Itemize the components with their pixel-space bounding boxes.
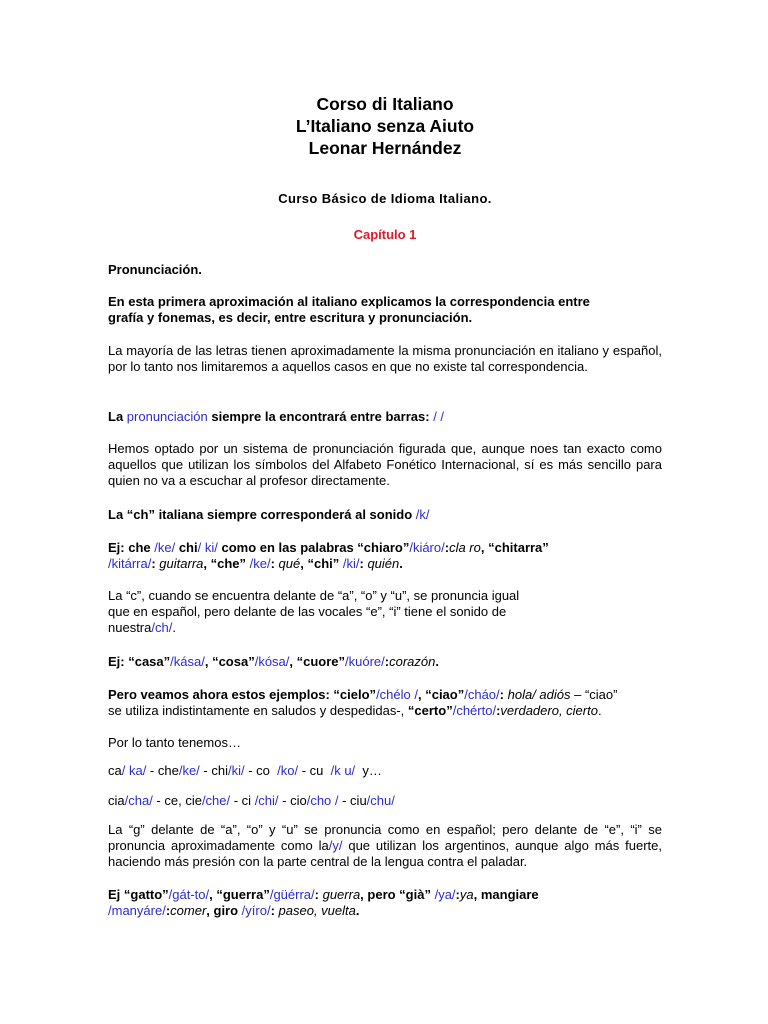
text-segment: - ci xyxy=(230,793,255,808)
text-segment: siempre la encontrará entre barras: xyxy=(207,409,434,424)
translation: quién xyxy=(367,556,400,571)
chapter-heading: Capítulo 1 xyxy=(353,227,417,242)
phonetic: /che/ xyxy=(201,793,231,808)
translation: corazón xyxy=(389,654,436,669)
doc-title-author: Leonar Hernández xyxy=(308,138,462,158)
phonetic: / ka/ xyxy=(121,763,147,778)
translation: guerra xyxy=(322,887,361,902)
example-c-line xyxy=(108,654,662,670)
text-segment: , “ciao” xyxy=(417,687,465,702)
link-pronunciacion[interactable]: pronunciación xyxy=(126,409,208,424)
g-rule-paragraph xyxy=(108,822,662,870)
text-segment: : xyxy=(270,556,279,571)
text-segment: , “che” xyxy=(203,556,250,571)
phonetic: /ke/ xyxy=(249,556,271,571)
phonetic: /ya/ xyxy=(434,887,456,902)
phonetic: /y/ xyxy=(328,838,343,853)
text-segment: : xyxy=(314,887,323,902)
text-segment: - chi xyxy=(199,763,228,778)
text-segment: cia xyxy=(108,793,125,808)
translation: verdadero, cierto xyxy=(500,703,598,718)
translation: comer xyxy=(170,903,207,918)
intro-line-1: En esta primera aproximación al italiano explicamos la correspondencia entre xyxy=(108,294,590,309)
intro-line-2: grafía y fonemas, es decir, entre escritura y pronunciación. xyxy=(108,310,473,325)
phonetic: /kósa/ xyxy=(254,654,290,669)
phonetic: /ki/ xyxy=(342,556,360,571)
syllable-row-2 xyxy=(108,793,662,809)
text-segment: , “chi” xyxy=(300,556,343,571)
phonetic: /ke/ xyxy=(154,540,176,555)
text-segment: Ej “gatto” xyxy=(108,887,169,902)
translation: ya xyxy=(459,887,474,902)
text-segment: se utiliza indistintamente en saludos y despedidas-, xyxy=(108,703,408,718)
translation: guitarra xyxy=(159,556,204,571)
paragraph-correspondence: La mayoría de las letras tienen aproximadamente la misma pronunciación en italiano y español, por lo tanto nos limitaremos a aquellos casos en que no existe tal correspondencia. xyxy=(108,343,662,374)
text-segment: La “g” delante de “a”, “o” y “u” se pronuncia como en español; pero delante de “e”, “i” se pronuncia aproximadamente como la xyxy=(108,822,662,853)
c-rule-paragraph xyxy=(108,588,662,636)
phonetic: /kiáro/ xyxy=(409,540,445,555)
doc-title-line-2: L’Italiano senza Aiuto xyxy=(295,116,475,136)
translation: qué xyxy=(278,556,301,571)
text-segment: Ej: “casa” xyxy=(108,654,171,669)
por-lo-tanto-line: Por lo tanto tenemos… xyxy=(108,735,241,750)
text-segment: - che xyxy=(146,763,179,778)
text-segment: . xyxy=(435,654,439,669)
text-segment: ca xyxy=(108,763,122,778)
phonetic: /gát-to/ xyxy=(168,887,210,902)
text-segment: : xyxy=(151,556,160,571)
text-segment: nuestra xyxy=(108,620,152,635)
phonetic: /ke/ xyxy=(178,763,200,778)
text-segment: , “cuore” xyxy=(289,654,346,669)
phonetic: /chu/ xyxy=(366,793,395,808)
translation: cla ro xyxy=(449,540,481,555)
phonetic: /chi/ xyxy=(254,793,279,808)
phonetic: /k u/ xyxy=(330,763,356,778)
phonetic: /k/ xyxy=(415,507,430,522)
phonetic: /yíro/ xyxy=(241,903,271,918)
doc-subtitle: Curso Básico de Idioma Italiano. xyxy=(278,191,492,206)
text-segment: : xyxy=(444,540,450,555)
translation: paseo, vuelta xyxy=(278,903,356,918)
phonetic: /manyáre/ xyxy=(108,903,166,918)
text-segment: Ej: che xyxy=(108,540,155,555)
text-segment: que utilizan los argentinos, aunque algo más fuerte, haciendo más presión con la parte central de la lengua contra el paladar. xyxy=(108,838,662,869)
text-segment: - ce, cie xyxy=(152,793,202,808)
text-segment: - cu xyxy=(298,763,331,778)
text-segment: Pero veamos ahora estos ejemplos: “cielo” xyxy=(108,687,377,702)
text-segment: : xyxy=(359,556,368,571)
phonetic: /ko/ xyxy=(277,763,299,778)
text-segment: , “guerra” xyxy=(209,887,270,902)
phonetic: /kitárra/ xyxy=(108,556,152,571)
phonetic: /chérto/ xyxy=(452,703,497,718)
text-segment: : xyxy=(496,703,501,718)
text-segment: La xyxy=(108,409,127,424)
text-segment: , “cosa” xyxy=(204,654,255,669)
translation: hola/ adiós – xyxy=(507,687,582,702)
phonetic: /cháo/ xyxy=(464,687,500,702)
text-segment: , mangiare xyxy=(473,887,539,902)
text-segment: “ciao” xyxy=(581,687,618,702)
text-segment: “certo” xyxy=(407,703,453,718)
ci-examples-paragraph xyxy=(108,687,662,719)
text-segment: , pero “già” xyxy=(360,887,435,902)
phonetic: /ki/ xyxy=(227,763,245,778)
pronunciation-bars-line xyxy=(108,409,662,425)
text-segment: , giro xyxy=(206,903,242,918)
text-segment: chi xyxy=(175,540,198,555)
paragraph-figured-pronunciation: Hemos optado por un sistema de pronunciación figurada que, aunque noes tan exacto como aquellos que utilizan los símbolos del Alfabeto Fonético Internacional, sí es más sencillo para quien no va a escuchar al profesor directamente. xyxy=(108,441,662,488)
text-segment: . xyxy=(597,703,602,718)
text-segment: - cio xyxy=(278,793,307,808)
text-segment: como en las palabras “chiaro” xyxy=(217,540,410,555)
text-segment: . xyxy=(399,556,403,571)
phonetic: /kása/ xyxy=(170,654,205,669)
phonetic: /chélo / xyxy=(376,687,418,702)
text-segment: : xyxy=(270,903,279,918)
text-segment: : xyxy=(165,903,171,918)
text-segment: que en español, pero delante de las vocales “e”, “i” tiene el sonido de xyxy=(108,604,507,619)
ch-rule-line xyxy=(108,507,662,523)
text-segment: y… xyxy=(355,763,382,778)
text-segment: : xyxy=(499,687,508,702)
text-segment: - ciu xyxy=(338,793,367,808)
phonetic: / ki/ xyxy=(197,540,218,555)
text-segment: , “chitarra” xyxy=(480,540,549,555)
text-segment: La “ch” italiana siempre corresponderá al sonido xyxy=(108,507,416,522)
text-segment: La “c”, cuando se encuentra delante de “a”, “o” y “u”, se pronuncia igual xyxy=(108,588,520,603)
example-ch-paragraph xyxy=(108,540,628,572)
example-g-paragraph xyxy=(108,887,578,919)
doc-title-line-1: Corso di Italiano xyxy=(316,94,454,114)
phonetic: /cho / xyxy=(306,793,339,808)
phonetic: /ch/ xyxy=(151,620,173,635)
phonetic-bars: / / xyxy=(433,409,445,424)
text-segment: . xyxy=(355,903,360,918)
text-segment: : xyxy=(455,887,460,902)
phonetic: /güérra/ xyxy=(269,887,315,902)
phonetic: /kuóre/ xyxy=(345,654,385,669)
text-segment: - co xyxy=(244,763,278,778)
phonetic: /cha/ xyxy=(124,793,153,808)
text-segment: . xyxy=(172,620,176,635)
syllable-row-1 xyxy=(108,763,662,779)
section-heading-pronunciation: Pronunciación. xyxy=(108,262,202,277)
text-segment: : xyxy=(384,654,390,669)
